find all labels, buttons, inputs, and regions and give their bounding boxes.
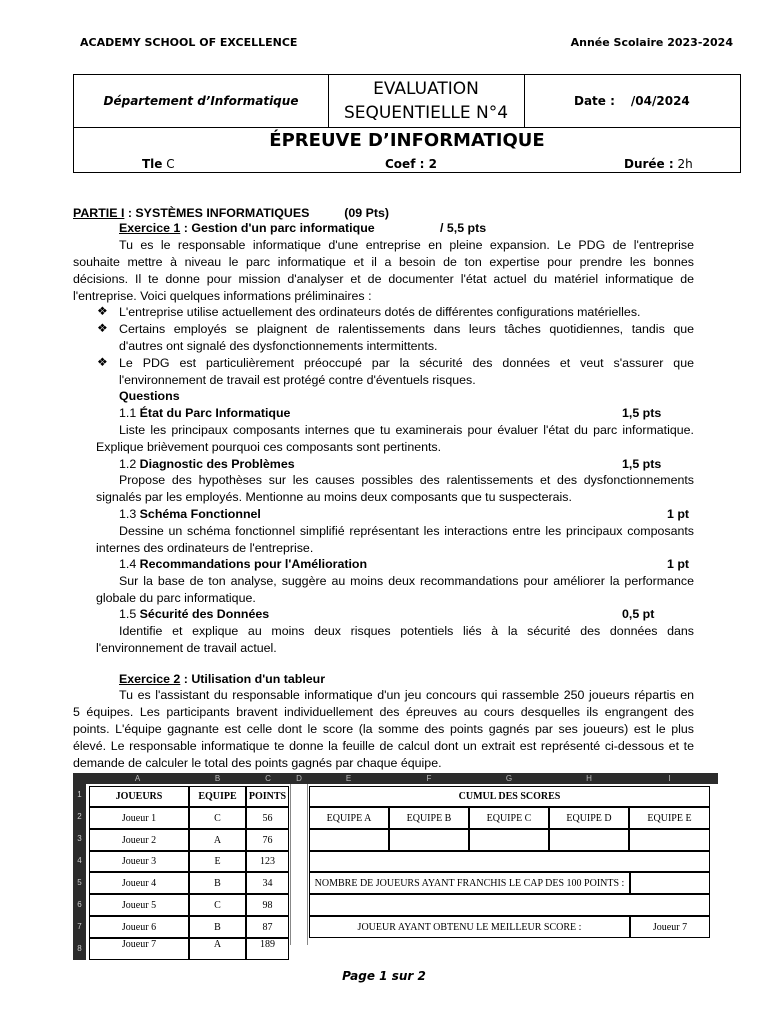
question-1-5-text (96, 623, 694, 657)
question-1-5-title (119, 606, 269, 623)
question-1-2-text (96, 472, 694, 506)
table-cell: 87 (246, 916, 289, 938)
ex2-label: Exercice 2 (119, 672, 181, 686)
column-header: G (469, 773, 549, 784)
column-header: C (246, 773, 290, 784)
q-title: Recommandations pour l'Amélioration (139, 557, 368, 571)
team-total-cell[interactable] (469, 829, 549, 851)
column-header: F (389, 773, 469, 784)
table-cell: 123 (246, 851, 289, 872)
text-line: l'environnement de travail est protégé contre d'éventuels risques. (119, 373, 476, 387)
table-cell: A (189, 829, 246, 851)
date-label: Date : (574, 94, 615, 108)
bullet-1: L'entreprise utilise actuellement des ordinateurs dotés de différentes configurations matérielles. (119, 305, 641, 319)
bullet-icon: ❖ (97, 304, 108, 318)
eval-line-1: EVALUATION (373, 79, 479, 99)
row-header: 7 (73, 916, 86, 938)
text-line: Explique brièvement pourquoi ces composants sont pertinents. (96, 440, 442, 454)
text-line: points. L'équipe gagnante est celle dont le score (la somme des points gagnés par ses joueurs) est le plus (73, 722, 694, 736)
row-header: 4 (73, 850, 86, 872)
question-1-1-points: 1,5 pts (622, 406, 662, 420)
text-line: demande de calculer le total des points gagnés par chaque équipe. (73, 756, 442, 770)
table-cell: 34 (246, 872, 289, 894)
header-cell: EQUIPE (189, 786, 246, 807)
school-year: Année Scolaire 2023-2024 (570, 36, 733, 49)
ex2-text (73, 687, 694, 772)
table-cell: Joueur 3 (89, 851, 189, 872)
q-title: Diagnostic des Problèmes (139, 457, 295, 471)
team-total-cell[interactable] (629, 829, 710, 851)
ex1-label: Exercice 1 (119, 221, 181, 235)
text-line: 5 équipes. Les participants bravent individuellement des épreuves au cours desquelles ils engrangent des (73, 705, 694, 719)
questions-label: Questions (119, 389, 180, 403)
header-cell: JOUEURS (89, 786, 189, 807)
team-header: EQUIPE D (549, 807, 629, 829)
text-line: Dessine un schéma fonctionnel simplifié représentant les interactions entre les principaux composants (119, 524, 694, 538)
question-1-5-points: 0,5 pt (622, 607, 655, 621)
ex2-title: : Utilisation d'un tableur (180, 672, 326, 686)
team-header: EQUIPE C (469, 807, 549, 829)
bullet-icon: ❖ (97, 321, 108, 335)
table-cell: Joueur 5 (89, 894, 189, 916)
text-line: décisions. Il te donne pour mission d'analyser et de documenter l'état actuel du matériel informatique de (73, 272, 694, 286)
part1-label: PARTIE I (73, 206, 125, 220)
question-1-3-points: 1 pt (667, 507, 690, 521)
question-1-4-points: 1 pt (667, 557, 690, 571)
team-header: EQUIPE B (389, 807, 469, 829)
bullet-icon: ❖ (97, 355, 108, 369)
part1-points: (09 Pts) (344, 206, 390, 220)
cap-value-cell[interactable] (630, 872, 710, 894)
ex1-heading (119, 220, 375, 237)
text-line: Propose des hypothèses sur les causes possibles des ralentissements et des dysfonctionnements (119, 473, 694, 487)
q-num: 1.4 (119, 557, 140, 571)
q-num: 1.1 (119, 406, 140, 420)
exam-header (73, 74, 741, 173)
department: Département d’Informatique (74, 75, 329, 127)
question-1-4-title (119, 556, 367, 573)
text-line: internes des ordinateurs de l'entreprise. (96, 541, 314, 555)
q-title: État du Parc Informatique (139, 406, 291, 420)
page-number: Page 1 sur 2 (342, 969, 426, 983)
text-line: Tu es le responsable informatique d'une entreprise en pleine expansion. Le PDG de l'entreprise (119, 238, 694, 252)
exam-title: ÉPREUVE D’INFORMATIQUE (269, 130, 545, 151)
table-cell: Joueur 7 (89, 938, 189, 960)
text-line: Tu es l'assistant du responsable informatique d'un jeu concours qui rassemble 250 joueurs répartis en (119, 688, 694, 702)
table-cell: B (189, 916, 246, 938)
row-header: 8 (73, 938, 86, 960)
table-cell: Joueur 6 (89, 916, 189, 938)
table-cell: 189 (246, 938, 289, 960)
question-1-2-title (119, 456, 295, 473)
ex1-title: : Gestion d'un parc informatique (180, 221, 375, 235)
best-value: Joueur 7 (630, 916, 710, 938)
row-header: 5 (73, 872, 86, 894)
question-1-4-text (96, 573, 694, 607)
table-cell: 56 (246, 807, 289, 829)
exam-class (142, 157, 175, 171)
text-line: élevé. Le responsable informatique te donne la feuille de calcul dont un extrait est représenté ci-dessous et te (73, 739, 694, 753)
table-cell: Joueur 1 (89, 807, 189, 829)
spreadsheet-extract (73, 773, 718, 953)
cap-label: NOMBRE DE JOUEURS AYANT FRANCHIS LE CAP DES 100 POINTS : (309, 872, 630, 894)
team-header: EQUIPE A (309, 807, 389, 829)
q-title: Schéma Fonctionnel (139, 507, 261, 521)
q-num: 1.3 (119, 507, 140, 521)
table-cell: C (189, 807, 246, 829)
duration-value: 2h (677, 157, 693, 171)
text-line: signalés par les employés. Mentionne au moins deux composants que tu suspecterais. (96, 490, 572, 504)
text-line: globale du parc informatique. (96, 591, 256, 605)
q-num: 1.5 (119, 607, 140, 621)
text-line: Sur la base de ton analyse, suggère au moins deux recommandations pour améliorer la performance (119, 574, 694, 588)
table-cell: B (189, 872, 246, 894)
best-label: JOUEUR AYANT OBTENU LE MEILLEUR SCORE : (309, 916, 630, 938)
column-d-separator (290, 784, 308, 945)
text-line: souhaite mettre à niveau le parc informatique et il a besoin de ton expertise pour prendre les bonnes (73, 255, 694, 269)
empty-row (309, 851, 710, 872)
question-1-1-title (119, 405, 290, 422)
exam-duration (624, 157, 693, 171)
column-header: D (290, 773, 308, 784)
table-cell: Joueur 4 (89, 872, 189, 894)
team-total-cell[interactable] (389, 829, 469, 851)
table-cell: Joueur 2 (89, 829, 189, 851)
text-line: Identifie et explique au moins deux risques potentiels liés à la sécurité des données dans (119, 624, 694, 638)
duration-label: Durée : (624, 157, 674, 171)
question-1-2-points: 1,5 pts (622, 457, 662, 471)
text-line: Le PDG est particulièrement préoccupé par la sécurité des données et veut s'assurer que (119, 356, 694, 370)
bullet-3 (119, 355, 694, 389)
team-header: EQUIPE E (629, 807, 710, 829)
team-total-cell[interactable] (549, 829, 629, 851)
row-header: 2 (73, 806, 86, 828)
class-label: Tle (142, 157, 163, 171)
exam-date (526, 75, 740, 127)
row-header: 3 (73, 828, 86, 850)
column-header: A (86, 773, 189, 784)
table-cell: E (189, 851, 246, 872)
question-1-3-title (119, 506, 261, 523)
column-header: H (549, 773, 629, 784)
class-value: C (166, 157, 175, 171)
bullet-2 (119, 321, 694, 355)
evaluation-title (328, 75, 525, 127)
q-num: 1.2 (119, 457, 140, 471)
header-cell: POINTS (246, 786, 289, 807)
row-header: 6 (73, 894, 86, 916)
text-line: Certains employés se plaignent de ralentissements dans leurs tâches quotidiennes, tandis que (119, 322, 694, 336)
ex2-heading (119, 671, 325, 688)
ex1-points: / 5,5 pts (440, 221, 487, 235)
table-cell: 98 (246, 894, 289, 916)
exam-coef: Coef : 2 (385, 157, 437, 171)
ex1-intro (73, 237, 694, 305)
row-header: 1 (73, 784, 86, 806)
q-title: Sécurité des Données (139, 607, 270, 621)
eval-line-2: SEQUENTIELLE N°4 (343, 103, 509, 123)
table-cell: A (189, 938, 246, 960)
column-header: I (629, 773, 710, 784)
part1-title: : SYSTÈMES INFORMATIQUES (124, 206, 310, 220)
table-cell: C (189, 894, 246, 916)
text-line: Liste les principaux composants internes que tu examinerais pour évaluer l'état du parc informatique. (119, 423, 694, 437)
date-value: /04/2024 (630, 94, 690, 108)
column-header: B (189, 773, 246, 784)
table-cell: 76 (246, 829, 289, 851)
team-total-cell[interactable] (309, 829, 389, 851)
text-line: l'environnement de travail actuel. (96, 641, 277, 655)
question-1-3-text (96, 523, 694, 557)
school-name: ACADEMY SCHOOL OF EXCELLENCE (80, 36, 298, 49)
text-line: l'entreprise. Voici quelques informations préliminaires : (73, 289, 372, 303)
empty-row (309, 894, 710, 916)
cumul-title: CUMUL DES SCORES (309, 786, 710, 807)
question-1-1-text (96, 422, 694, 456)
column-header: E (308, 773, 389, 784)
text-line: d'autres ont signalé des dysfonctionnements intermittents. (119, 339, 438, 353)
